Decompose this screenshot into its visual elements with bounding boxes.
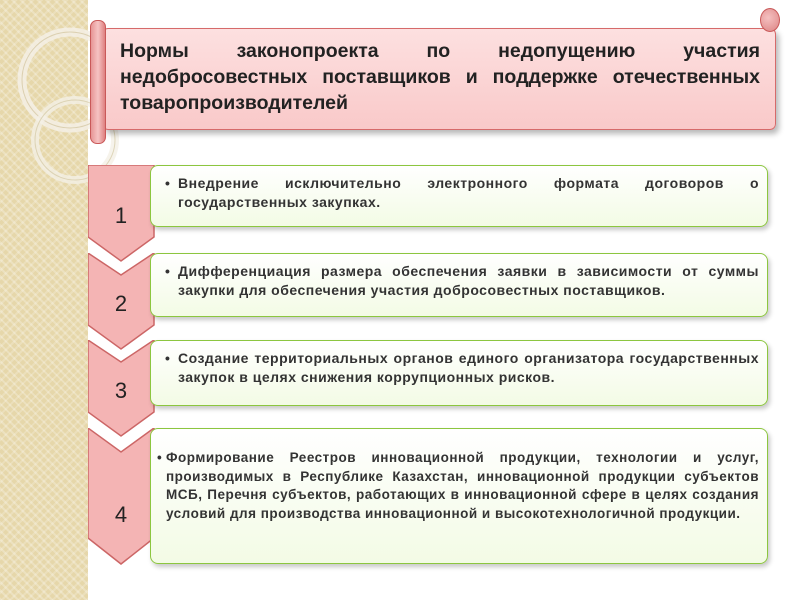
step-3 (88, 340, 768, 440)
step-1-box (150, 165, 768, 227)
step-4-number: 4 (114, 502, 128, 527)
bullet-marker: • (157, 450, 162, 465)
step-4-label: Формирование Реестров инновационной продукции, технологии и услуг, производимых в Республике Казахстан, инновационной продукции субъектов МСБ, Перечня субъектов, работающих в инновационной сфере в целях создания условий для производства инновационной и высокотехнологичной продукции. (166, 450, 759, 521)
step-4-box (150, 428, 768, 564)
step-3-label: Создание территориальных органов единого организатора государственных закупок в целях снижения коррупционных рисков. (178, 350, 759, 385)
step-1 (88, 165, 768, 265)
page-title: Нормы законопроекта по недопущению участия недобросовестных поставщиков и поддержке отечественных товаропроизводителей (120, 40, 760, 114)
step-3-text (165, 349, 759, 387)
step-3-box (150, 340, 768, 406)
step-1-number: 1 (114, 203, 128, 228)
step-1-text (165, 174, 759, 212)
step-4 (88, 428, 768, 568)
step-4-text (157, 449, 759, 523)
step-2 (88, 253, 768, 353)
bullet-marker: • (165, 175, 170, 191)
step-2-label: Дифференциация размера обеспечения заявки в зависимости от суммы закупки для обеспечения участия добросовестных поставщиков. (178, 263, 759, 298)
scroll-roll-right (760, 8, 780, 32)
step-1-label: Внедрение исключительно электронного формата договоров о государственных закупках. (178, 175, 759, 210)
step-2-number: 2 (114, 291, 128, 316)
bullet-marker: • (165, 263, 170, 279)
scroll-roll-left (90, 20, 106, 144)
step-2-text (165, 262, 759, 300)
step-3-number: 3 (114, 378, 128, 403)
bullet-marker: • (165, 350, 170, 366)
title-banner (96, 20, 776, 130)
step-2-box (150, 253, 768, 317)
